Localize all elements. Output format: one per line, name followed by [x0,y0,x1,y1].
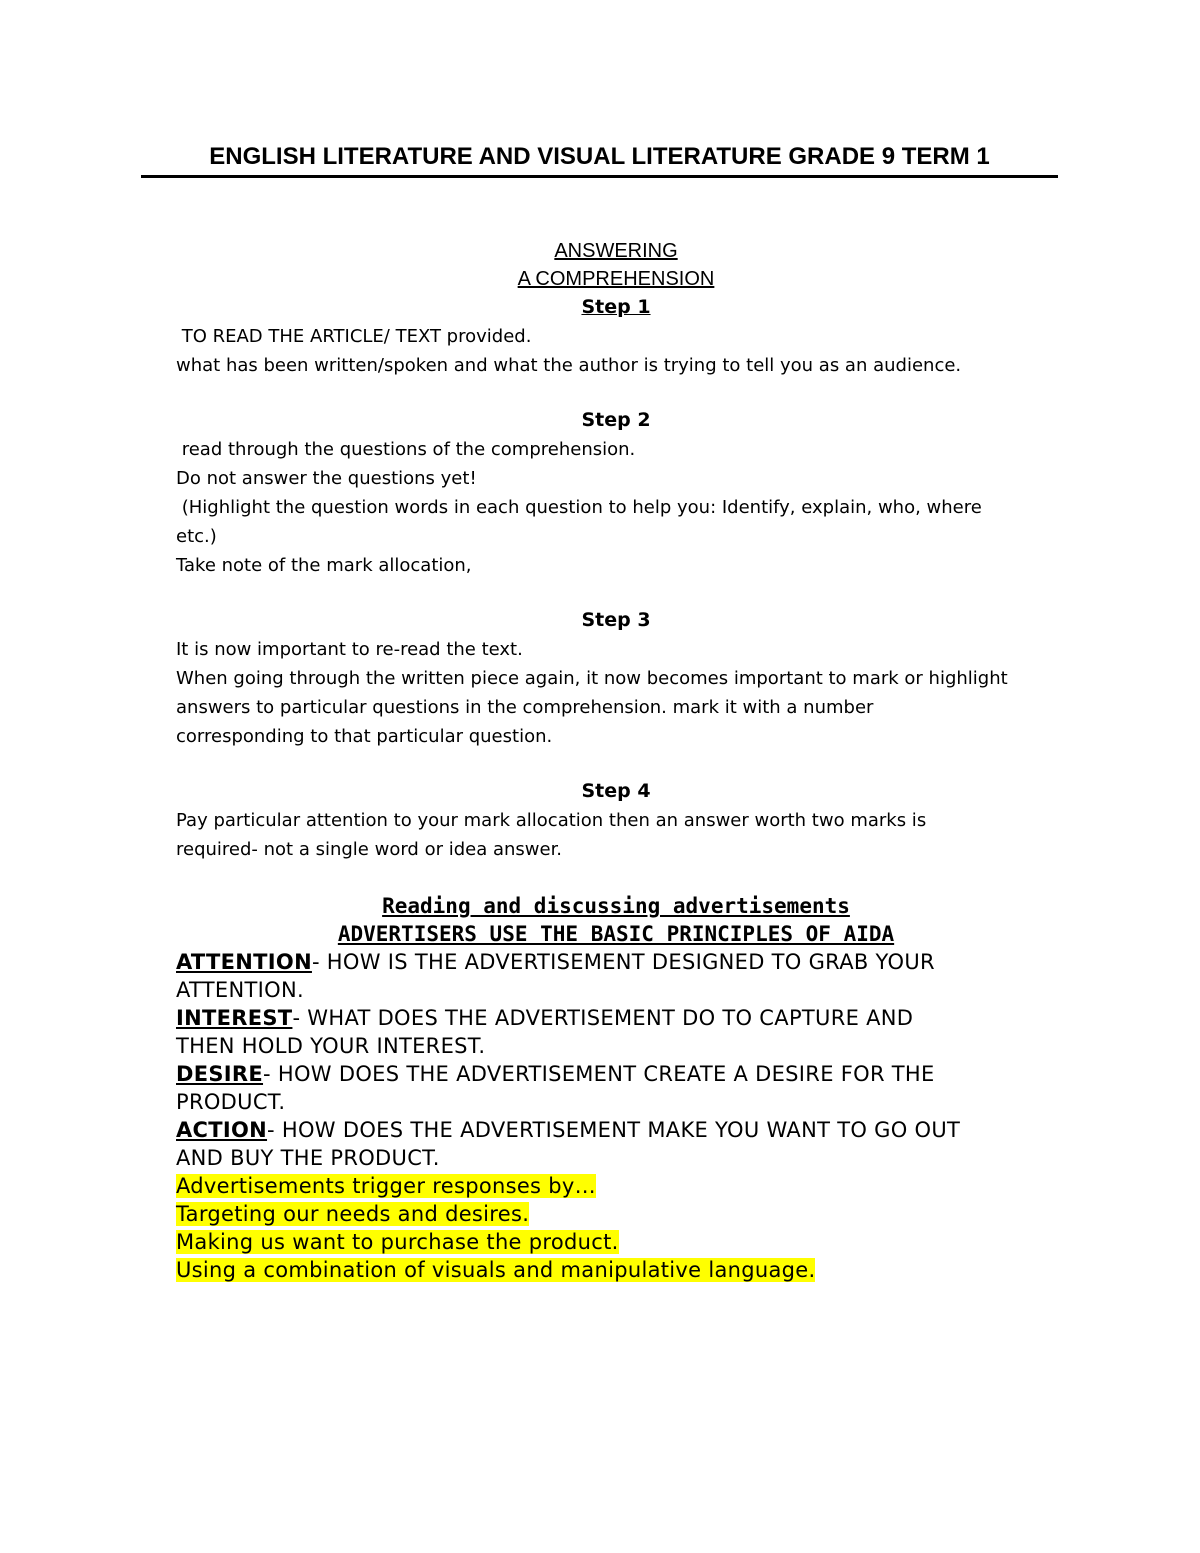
step-2-line: (Highlight the question words in each question to help you: Identify, explain, who, where [176,497,982,518]
step-2-line: Take note of the mark allocation, [176,555,472,576]
aida-attention-line [176,948,1076,976]
step-3-line: corresponding to that particular question. [176,726,553,747]
aida-description: - WHAT DOES THE ADVERTISEMENT DO TO CAPTURE AND [292,1006,914,1030]
document-title: ENGLISH LITERATURE AND VISUAL LITERATURE GRADE 9 TERM 1 [141,142,1058,178]
step-3-line: When going through the written piece again, it now becomes important to mark or highlight [176,668,1008,689]
aida-desire-line [176,1060,1076,1088]
step-4-line: required- not a single word or idea answer. [176,839,563,860]
highlighted-text: Targeting our needs and desires. [176,1202,530,1226]
step-2-line: read through the questions of the comprehension. [176,439,636,460]
aida-interest-line [176,1004,1076,1032]
highlighted-text: Advertisements trigger responses by… [176,1174,596,1198]
aida-description: - HOW DOES THE ADVERTISEMENT MAKE YOU WANT TO GO OUT [267,1118,961,1142]
step-4-heading: Step 4 [581,780,651,802]
aida-desire-line-2: PRODUCT. [176,1090,286,1114]
highlighted-line [176,1172,1076,1200]
aida-keyword: DESIRE [176,1062,264,1086]
aida-action-line-2: AND BUY THE PRODUCT. [176,1146,440,1170]
step-3-line: answers to particular questions in the comprehension. mark it with a number [176,697,874,718]
highlighted-line [176,1228,1076,1256]
highlighted-line [176,1200,1076,1228]
aida-action-line [176,1116,1076,1144]
step-2-heading: Step 2 [581,409,651,431]
aida-description: - HOW DOES THE ADVERTISEMENT CREATE A DESIRE FOR THE [263,1062,935,1086]
aida-subheading: ADVERTISERS USE THE BASIC PRINCIPLES OF AIDA [337,922,895,946]
aida-keyword: ATTENTION [176,950,312,974]
aida-attention-line-2: ATTENTION. [176,978,304,1002]
step-1-heading: Step 1 [581,296,651,318]
aida-description: - HOW IS THE ADVERTISEMENT DESIGNED TO GRAB YOUR [311,950,935,974]
aida-keyword: INTEREST [176,1006,293,1030]
advertisements-section [176,892,1076,1284]
aida-interest-line-2: THEN HOLD YOUR INTEREST. [176,1034,486,1058]
aida-keyword: ACTION [176,1118,268,1142]
advertisements-heading: Reading and discussing advertisements [382,894,850,918]
comprehension-section [176,237,1066,864]
highlighted-line [176,1256,1076,1284]
step-4-line: Pay particular attention to your mark allocation then an answer worth two marks is [176,810,927,831]
step-2-line: etc.) [176,526,217,547]
step-3-heading: Step 3 [581,609,651,631]
step-2-line: Do not answer the questions yet! [176,468,477,489]
step-3-line: It is now important to re-read the text. [176,639,523,660]
comprehension-heading-line-1: ANSWERING [554,240,678,262]
comprehension-heading-line-2: A COMPREHENSION [517,268,715,290]
highlighted-text: Using a combination of visuals and manipulative language. [176,1258,816,1282]
step-1-line: what has been written/spoken and what the author is trying to tell you as an audience. [176,355,962,376]
highlighted-text: Making us want to purchase the product. [176,1230,619,1254]
step-1-line: TO READ THE ARTICLE/ TEXT provided. [176,326,532,347]
